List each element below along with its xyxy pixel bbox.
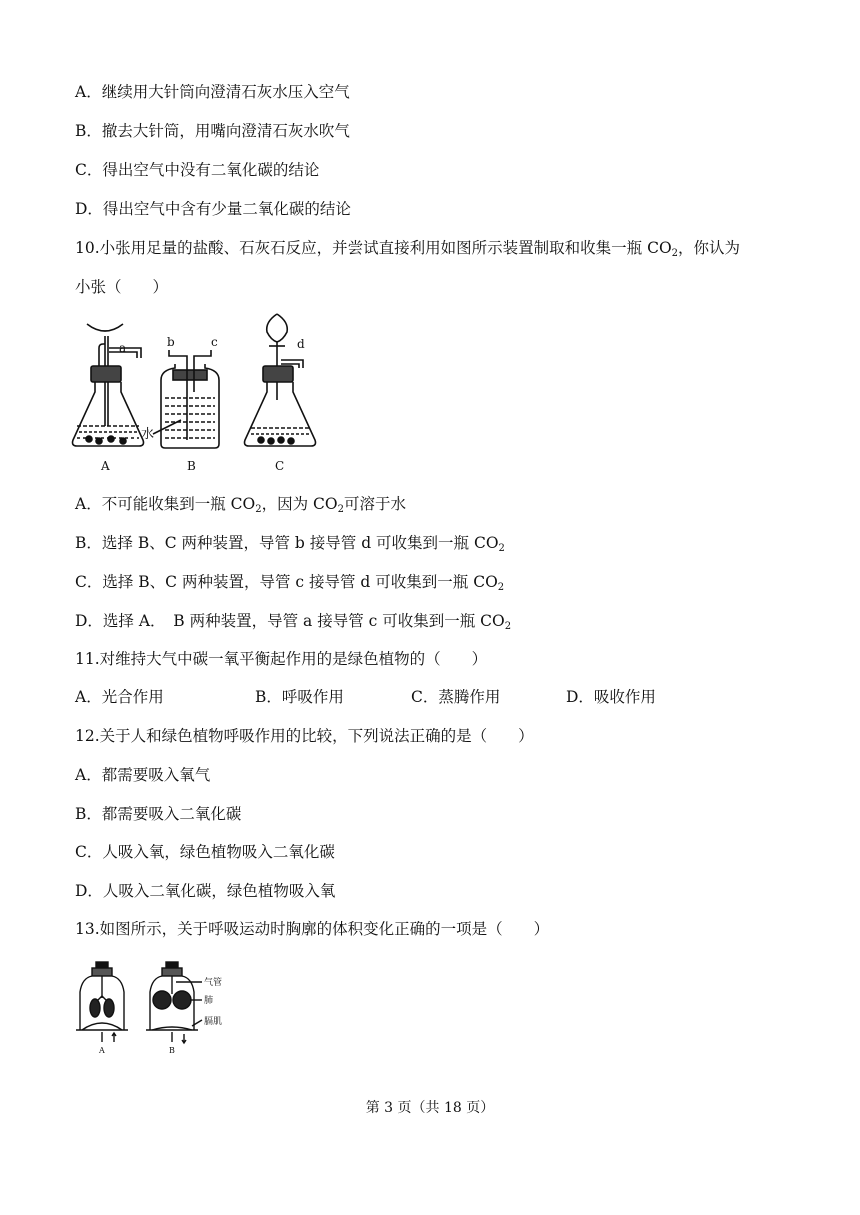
label-model-b: B bbox=[169, 1046, 175, 1055]
q9-option-b: B．撤去大针筒，用嘴向澄清石灰水吹气 bbox=[75, 122, 350, 140]
apparatus-c bbox=[245, 314, 316, 446]
q12-option-a: A．都需要吸入氧气 bbox=[75, 766, 211, 784]
label-c: c bbox=[211, 335, 218, 349]
q12-option-b: B．都需要吸入二氧化碳 bbox=[75, 805, 242, 823]
label-lung: 肺 bbox=[204, 996, 214, 1006]
chest-model-a bbox=[76, 962, 128, 1042]
q11-option-c: C．蒸腾作用 bbox=[411, 688, 501, 706]
q10-stem: 10.小张用足量的盐酸、石灰石反应，并尝试直接利用如图所示装置制取和收集一瓶 $CO_2$，你认为 bbox=[75, 239, 741, 259]
label-d: d bbox=[297, 337, 305, 351]
label-b: b bbox=[167, 335, 175, 349]
q10-option-d: D．选择 A． B 两种装置，导管 a 接导管 c 可收集到一瓶 $CO_2$ bbox=[75, 612, 512, 632]
q11-stem: 11.对维持大气中碳一氧平衡起作用的是绿色植物的（ ） bbox=[75, 650, 488, 668]
q12-option-d: D．人吸入二氧化碳，绿色植物吸入氧 bbox=[75, 882, 336, 900]
label-water: 水 bbox=[141, 427, 155, 442]
label-apparatus-a: A bbox=[101, 459, 110, 473]
label-diaphragm: 膈肌 bbox=[204, 1017, 223, 1027]
page-footer: 第 3 页（共 18 页） bbox=[365, 1100, 495, 1116]
apparatus-b bbox=[153, 350, 219, 448]
label-apparatus-c: C bbox=[275, 459, 285, 473]
q11-option-d: D．吸收作用 bbox=[566, 688, 656, 706]
label-a: a bbox=[119, 341, 127, 355]
q13-stem: 13.如图所示，关于呼吸运动时胸廓的体积变化正确的一项是（ ） bbox=[75, 920, 550, 938]
q13-chest-model-figure bbox=[72, 958, 252, 1058]
q10-apparatus-figure bbox=[65, 308, 335, 476]
q11-option-b: B．呼吸作用 bbox=[255, 688, 344, 706]
q10-option-b: B．选择 B、C 两种装置，导管 b 接导管 d 可收集到一瓶 $CO_2$ bbox=[75, 534, 505, 554]
q10-stem-line2: 小张（ ） bbox=[75, 278, 169, 296]
q12-option-c: C．人吸入氧，绿色植物吸入二氧化碳 bbox=[75, 843, 335, 861]
label-trachea: 气管 bbox=[204, 978, 223, 988]
q10-option-a: A．不可能收集到一瓶 $CO_2$，因为 $CO_2$可溶于水 bbox=[75, 495, 406, 515]
label-model-a: A bbox=[99, 1046, 105, 1055]
q9-option-d: D．得出空气中含有少量二氧化碳的结论 bbox=[75, 200, 351, 218]
chest-model-b bbox=[146, 962, 202, 1043]
q10-option-c: C．选择 B、C 两种装置，导管 c 接导管 d 可收集到一瓶 $CO_2$ bbox=[75, 573, 505, 593]
q11-option-a: A．光合作用 bbox=[75, 688, 164, 706]
label-apparatus-b: B bbox=[187, 459, 196, 473]
apparatus-a bbox=[73, 324, 144, 446]
q9-option-c: C．得出空气中没有二氧化碳的结论 bbox=[75, 161, 320, 179]
q9-option-a: A．继续用大针筒向澄清石灰水压入空气 bbox=[75, 83, 350, 101]
q12-stem: 12.关于人和绿色植物呼吸作用的比较，下列说法正确的是（ ） bbox=[75, 727, 534, 745]
